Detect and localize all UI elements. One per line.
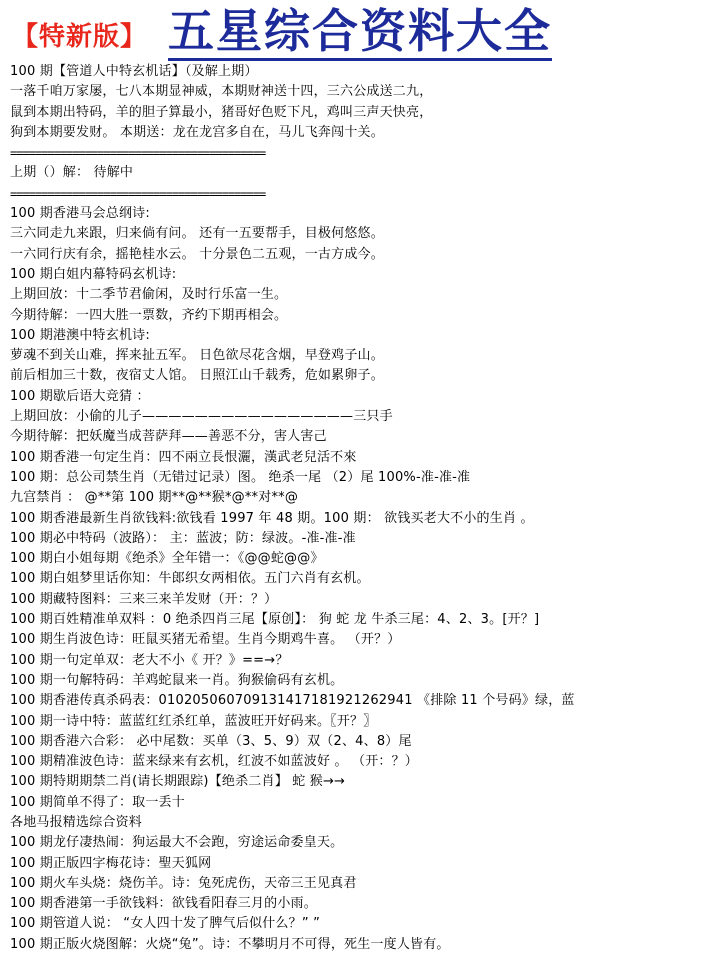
text-line: 100 期一诗中特：蓝蓝红红杀红单，蓝波旺开好码来。〖开？〗 (10, 713, 377, 729)
text-line: 100 期龙仔凄热闹：狗运最大不会跑，穷途运命委皇天。 (10, 835, 344, 851)
text-line: 狗到本期要发财。 本期送：龙在龙宫多自在，马儿飞奔闯十关。 (10, 124, 384, 140)
text-line: 100 期一句解特码：羊鸡蛇鼠来一肖。狗猴偷码有玄机。 (10, 672, 344, 688)
text-line: 三六同走九来跟，归来倘有问。 还有一五要帮手，目极何悠悠。 (10, 226, 384, 242)
text-line: 100 期正版四字梅花诗：聖天狐网 (10, 855, 212, 871)
text-line: 一六同行庆有余，摇艳桂水云。 十分景色二五观，一古方成今。 (10, 246, 384, 262)
text-line: 今期待解：把妖魔当成菩萨拜——善恶不分，害人害己 (10, 429, 327, 445)
text-line: 上期（）解： 待解中 (10, 165, 134, 181)
text-line: 100 期歇后语大竞猜 ： (10, 388, 150, 404)
text-line: 100 期必中特码（波路）： 主：蓝波；防：绿波。-准-准-准 (10, 530, 356, 546)
text-line: 100 期管道人说： “女人四十发了脾气后似什么？” ” (10, 916, 321, 932)
text-line: 100 期白姐梦里话你知：牛郎织女两相依。五门六肖有玄机。 (10, 571, 370, 587)
text-line: 100 期香港一句定生肖：四不兩立長恨灑，漢武老兒活不來 (10, 449, 357, 465)
text-line: 上期回放：十二季节君偷闲，及时行乐富一生。 (10, 287, 288, 303)
text-line: 100 期特期期禁二肖(请长期跟踪)【绝杀二肖】 蛇 猴→→ (10, 774, 346, 790)
text-line: 今期待解：一四大胜一票数，齐约下期再相会。 (10, 307, 288, 323)
text-line: 100 期香港传真杀码表：010205060709131417181921262941 《排除 11 个号码》绿，蓝 (10, 693, 575, 709)
text-line: 鼠到本期出特码，羊的胆子算最小，猪哥好色贬下凡，鸡叫三声天快亮， (10, 104, 433, 120)
text-line: 100 期简单不得了：取一丢十 (10, 794, 185, 810)
text-line: 100 期白小姐每期《绝杀》全年错一：《@@蛇@@》 (10, 551, 324, 567)
document-body (10, 62, 710, 955)
text-line: 上期回放：小偷的儿子————————————————三只手 (10, 409, 393, 425)
text-line: 100 期白姐内幕特码玄机诗: (10, 266, 177, 282)
edition-badge: 【特新版】 (12, 22, 148, 52)
separator-line: ========================================= (10, 186, 266, 201)
text-line: 萝魂不到关山难，挥来扯五军。 日色欲尽花含烟，早登鸡子山。 (10, 348, 384, 364)
text-line: 100 期：总公司禁生肖（无错过记录）图。 绝杀一尾 （2）尾 100%-准-准-准 (10, 469, 471, 485)
text-line: 100 期一句定单双：老大不小《 开？》==→？ (10, 652, 289, 668)
text-line: 100 期香港马会总纲诗: (10, 206, 150, 222)
text-line: 九宫禁肖 ： @**第 100 期**@**猴*@**对**@ (10, 490, 299, 506)
text-line: 各地马报精选综合资料 (10, 814, 143, 830)
separator-line: ========================================= (10, 146, 266, 161)
text-line: 100 期精准波色诗：蓝来绿来有玄机，红波不如蓝波好 。 （开：？） (10, 754, 419, 770)
text-line: 100 期生肖波色诗：旺鼠买猪无希望。生肖今期鸡牛喜。 （开？） (10, 632, 401, 648)
text-line: 100 期百姓精准单双料 ：0 绝杀四肖三尾【原创】： 狗 蛇 龙 牛杀三尾：4、2、3。[开？] (10, 612, 540, 628)
text-line: 100 期藏特图料：三来三来羊发财（开：？） (10, 591, 278, 607)
text-line: 一落千咱万家屡，七八本期显神威，本期财神送十四，三六公成送二九， (10, 84, 433, 100)
text-line: 100 期火车头烧：烧伤羊。诗：兔死虎伤，天帝三王见真君 (10, 875, 357, 891)
text-line: 100 期港澳中特玄机诗: (10, 327, 150, 343)
text-line: 100 期香港六合彩： 必中尾数：买单（3、5、9）双（2、4、8）尾 (10, 733, 412, 749)
text-line: 100 期香港最新生肖欲钱料:欲钱看 1997 年 48 期。100 期： 欲钱买老大不小的生肖 。 (10, 510, 534, 526)
page-title: 五星综合资料大全 (168, 4, 552, 61)
text-line: 100 期【管道人中特玄机话】（及解上期） (10, 64, 258, 79)
text-line: 前后相加三十数，夜宿丈人馆。 日照江山千载秀，危如累卵子。 (10, 368, 384, 384)
text-line: 100 期正版火烧图解：火烧“兔”。诗：不攀明月不可得，死生一度人皆有。 (10, 936, 450, 952)
text-line: 100 期香港第一手欲钱料：欲钱看阳春三月的小雨。 (10, 896, 317, 912)
page-header (0, 0, 713, 62)
